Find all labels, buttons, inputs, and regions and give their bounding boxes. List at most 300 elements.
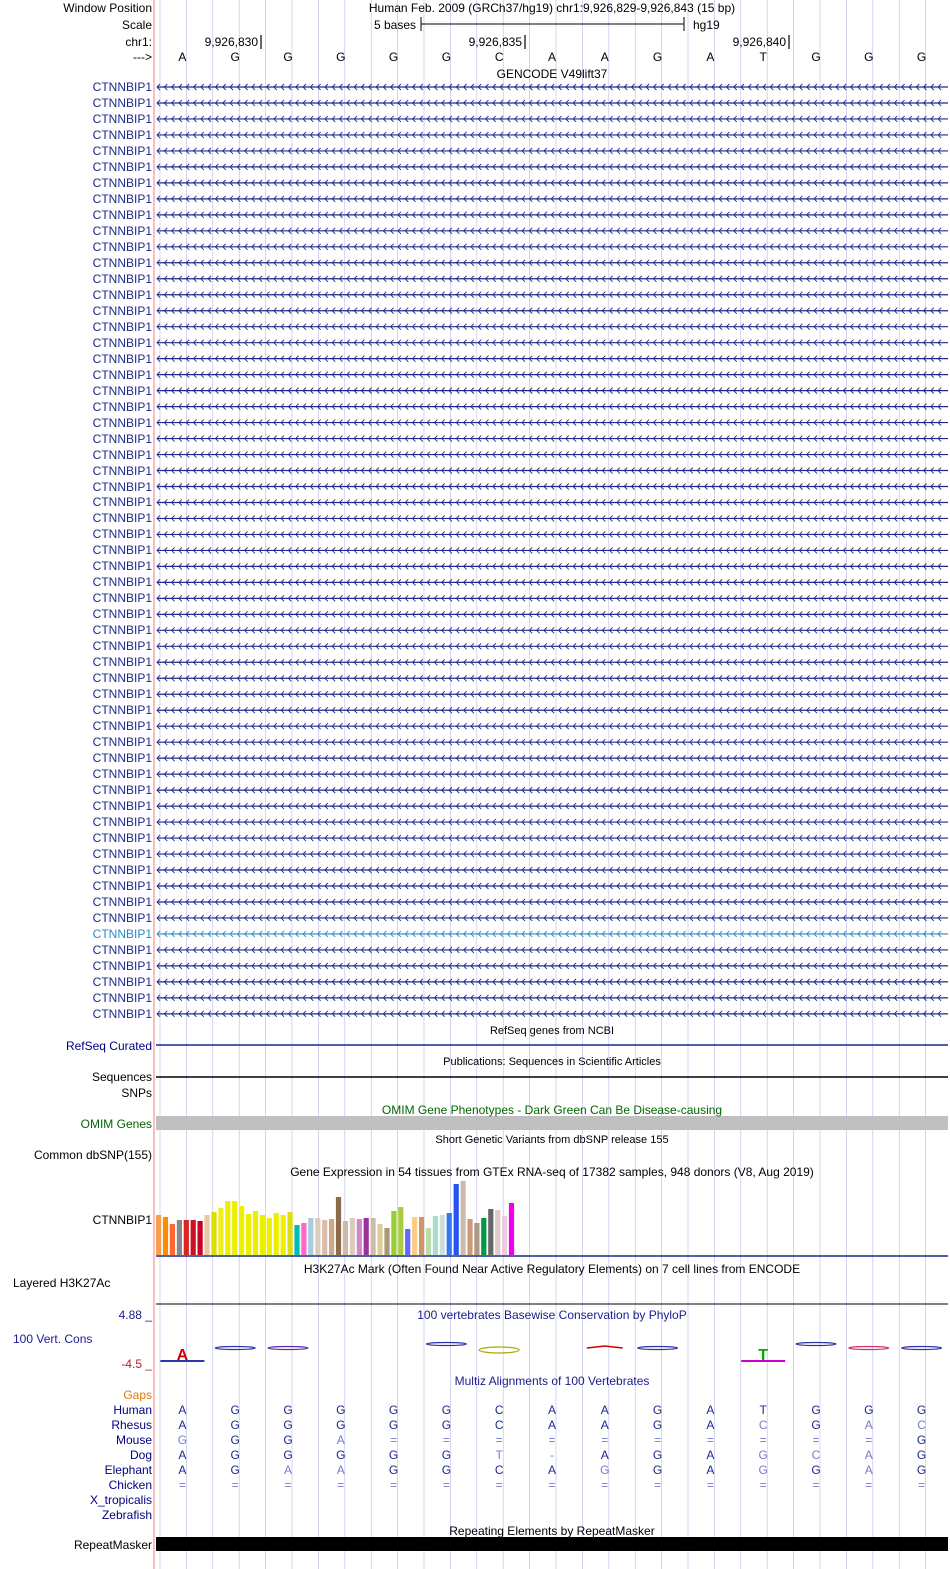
sequence-base: T bbox=[759, 50, 767, 64]
gencode-gene-label[interactable]: CTNNBIP1 bbox=[92, 495, 152, 510]
phylop-conservation-glyphs[interactable] bbox=[160, 1343, 941, 1365]
gtex-tissue-bar[interactable] bbox=[170, 1224, 175, 1255]
gencode-gene-label[interactable]: CTNNBIP1 bbox=[92, 735, 152, 750]
transcript-line[interactable] bbox=[157, 883, 948, 889]
gtex-tissue-bar[interactable] bbox=[405, 1229, 410, 1255]
multiz-base: A bbox=[706, 1463, 715, 1477]
gtex-tissue-bar[interactable] bbox=[364, 1218, 369, 1255]
gencode-gene-label[interactable]: CTNNBIP1 bbox=[92, 335, 152, 350]
multiz-base: = bbox=[865, 1433, 873, 1447]
gtex-tissue-bar[interactable] bbox=[191, 1220, 196, 1255]
transcript-line[interactable] bbox=[157, 579, 948, 585]
transcript-line[interactable] bbox=[157, 515, 948, 521]
transcript-line[interactable] bbox=[157, 867, 948, 873]
transcript-line[interactable] bbox=[157, 787, 948, 793]
sequence-base: G bbox=[441, 50, 452, 64]
phylop-bar bbox=[268, 1347, 308, 1350]
gencode-gene-label[interactable]: CTNNBIP1 bbox=[92, 351, 152, 366]
gtex-tissue-bar[interactable] bbox=[239, 1206, 244, 1255]
base-gridlines bbox=[160, 0, 926, 1569]
multiz-base: G bbox=[441, 1463, 452, 1477]
gencode-gene-label[interactable]: CTNNBIP1 bbox=[92, 942, 152, 957]
transcript-line[interactable] bbox=[157, 308, 948, 314]
gencode-gene-label[interactable]: CTNNBIP1 bbox=[92, 447, 152, 462]
gencode-gene-label[interactable]: CTNNBIP1 bbox=[92, 831, 152, 846]
transcript-line[interactable] bbox=[157, 531, 948, 537]
coordinate-tick-label: 9,926,840 bbox=[732, 35, 786, 49]
multiz-gaps-label[interactable]: Gaps bbox=[123, 1388, 152, 1402]
multiz-base: G bbox=[388, 1403, 399, 1417]
gtex-tissue-bar[interactable] bbox=[288, 1212, 293, 1255]
window-position-value: Human Feb. 2009 (GRCh37/hg19) chr1:9,926,829-9,926,843 (15 bp) bbox=[368, 1, 736, 15]
transcript-line[interactable] bbox=[157, 100, 948, 106]
gtex-tissue-bar[interactable] bbox=[412, 1217, 417, 1255]
gencode-gene-label[interactable]: CTNNBIP1 bbox=[92, 207, 152, 222]
multiz-base: - bbox=[550, 1448, 554, 1462]
multiz-base: G bbox=[652, 1403, 663, 1417]
transcript-line[interactable] bbox=[157, 739, 948, 745]
transcript-line[interactable] bbox=[157, 420, 948, 426]
gtex-tissue-bar[interactable] bbox=[253, 1211, 258, 1255]
gtex-tissue-bar[interactable] bbox=[246, 1214, 251, 1255]
sequence-base: G bbox=[230, 50, 240, 64]
gtex-tissue-bar[interactable] bbox=[322, 1220, 327, 1255]
multiz-base: A bbox=[706, 1418, 715, 1432]
multiz-base: G bbox=[758, 1448, 768, 1462]
transcript-line[interactable] bbox=[157, 340, 948, 346]
gtex-tissue-bar[interactable] bbox=[301, 1223, 306, 1255]
gencode-gene-label[interactable]: CTNNBIP1 bbox=[92, 127, 152, 142]
gtex-tissue-bar[interactable] bbox=[198, 1221, 203, 1255]
multiz-base: A bbox=[336, 1463, 345, 1477]
multiz-base: T bbox=[759, 1403, 767, 1417]
multiz-base: G bbox=[441, 1403, 452, 1417]
multiz-base: G bbox=[388, 1448, 399, 1462]
gencode-gene-label[interactable]: CTNNBIP1 bbox=[92, 143, 152, 158]
window-position-label: Window Position bbox=[63, 1, 152, 15]
multiz-base: = bbox=[601, 1433, 609, 1447]
transcript-line[interactable] bbox=[157, 84, 948, 90]
gencode-gene-label[interactable]: CTNNBIP1 bbox=[92, 958, 152, 973]
multiz-base: = bbox=[706, 1433, 714, 1447]
multiz-base: = bbox=[231, 1478, 239, 1492]
sequence-base: G bbox=[283, 50, 293, 64]
transcript-line[interactable] bbox=[157, 563, 948, 569]
gencode-gene-label[interactable]: CTNNBIP1 bbox=[92, 863, 152, 878]
multiz-base: G bbox=[388, 1463, 399, 1477]
multiz-base: G bbox=[916, 1448, 927, 1462]
gencode-gene-label[interactable]: CTNNBIP1 bbox=[92, 383, 152, 398]
transcript-line[interactable] bbox=[157, 659, 948, 665]
transcript-line[interactable] bbox=[157, 675, 948, 681]
gencode-gene-label[interactable]: CTNNBIP1 bbox=[92, 671, 152, 686]
gencode-gene-label[interactable]: CTNNBIP1 bbox=[92, 543, 152, 558]
transcript-line[interactable] bbox=[157, 755, 948, 761]
sequence-base: G bbox=[864, 50, 874, 64]
multiz-base: = bbox=[654, 1433, 662, 1447]
gtex-tissue-bar[interactable] bbox=[398, 1207, 403, 1255]
multiz-base: G bbox=[652, 1463, 663, 1477]
gtex-tissue-bar[interactable] bbox=[447, 1213, 452, 1255]
transcript-line[interactable] bbox=[157, 404, 948, 410]
strand-arrow-label: ---> bbox=[133, 50, 152, 64]
multiz-base: A bbox=[178, 1418, 187, 1432]
gtex-tissue-bar[interactable] bbox=[177, 1220, 182, 1255]
transcript-line[interactable] bbox=[157, 627, 948, 633]
sequence-base: A bbox=[547, 50, 556, 64]
h3k27ac-track-label[interactable]: Layered H3K27Ac bbox=[13, 1276, 111, 1290]
transcript-line[interactable] bbox=[157, 595, 948, 601]
transcript-line[interactable] bbox=[157, 164, 948, 170]
phylop-bar bbox=[215, 1347, 255, 1350]
multiz-base: = bbox=[601, 1478, 609, 1492]
multiz-base: = bbox=[548, 1433, 556, 1447]
gencode-gene-label[interactable]: CTNNBIP1 bbox=[92, 767, 152, 782]
transcript-line[interactable] bbox=[157, 196, 948, 202]
phylop-bar bbox=[638, 1347, 678, 1350]
transcript-line[interactable] bbox=[157, 1011, 948, 1017]
multiz-species-label[interactable]: Chicken bbox=[108, 1478, 152, 1492]
gtex-tissue-bar[interactable] bbox=[260, 1215, 265, 1255]
gencode-gene-label[interactable]: CTNNBIP1 bbox=[92, 303, 152, 318]
gencode-gene-label[interactable]: CTNNBIP1 bbox=[92, 751, 152, 766]
gencode-gene-label[interactable]: CTNNBIP1 bbox=[92, 799, 152, 814]
gtex-tissue-bar[interactable] bbox=[488, 1209, 493, 1255]
gtex-tissue-bar[interactable] bbox=[502, 1216, 507, 1255]
gtex-tissue-bar[interactable] bbox=[495, 1210, 500, 1255]
multiz-base: G bbox=[230, 1448, 240, 1462]
transcript-line[interactable] bbox=[157, 260, 948, 266]
multiz-base: A bbox=[336, 1433, 345, 1447]
multiz-base: = bbox=[337, 1478, 345, 1492]
multiz-base: C bbox=[494, 1463, 504, 1477]
gencode-gene-label[interactable]: CTNNBIP1 bbox=[92, 255, 152, 270]
gencode-gene-label[interactable]: CTNNBIP1 bbox=[92, 926, 152, 941]
gtex-tissue-bar[interactable] bbox=[371, 1218, 376, 1255]
repeatmasker-bar[interactable] bbox=[156, 1537, 948, 1551]
repeatmasker-track-label[interactable]: RepeatMasker bbox=[73, 1538, 152, 1552]
multiz-base: A bbox=[706, 1403, 715, 1417]
multiz-species-label[interactable]: X_tropicalis bbox=[89, 1493, 152, 1507]
transcript-line[interactable] bbox=[157, 452, 948, 458]
gencode-gene-label[interactable]: CTNNBIP1 bbox=[92, 591, 152, 606]
gtex-tissue-bar[interactable] bbox=[454, 1184, 459, 1255]
transcript-line[interactable] bbox=[157, 212, 948, 218]
gtex-tissue-bar[interactable] bbox=[163, 1217, 168, 1255]
gtex-tissue-bar[interactable] bbox=[419, 1217, 424, 1255]
coordinate-tick-label: 9,926,830 bbox=[204, 35, 258, 49]
gtex-tissue-bar[interactable] bbox=[481, 1218, 486, 1255]
gencode-gene-label[interactable]: CTNNBIP1 bbox=[92, 703, 152, 718]
gtex-tissue-bar[interactable] bbox=[461, 1181, 466, 1255]
transcript-line[interactable] bbox=[157, 643, 948, 649]
transcript-line[interactable] bbox=[157, 148, 948, 154]
multiz-base: G bbox=[230, 1418, 240, 1432]
gencode-gene-label[interactable]: CTNNBIP1 bbox=[92, 191, 152, 206]
gtex-tissue-bar[interactable] bbox=[315, 1218, 320, 1255]
multiz-base: A bbox=[864, 1448, 873, 1462]
h3k27ac-track-title: H3K27Ac Mark (Often Found Near Active Regulatory Elements) on 7 cell lines from ENCODE bbox=[303, 1262, 801, 1276]
gtex-tissue-bar[interactable] bbox=[509, 1203, 514, 1255]
gtex-tissue-bar[interactable] bbox=[204, 1215, 209, 1255]
multiz-base: T bbox=[495, 1448, 503, 1462]
gencode-gene-label[interactable]: CTNNBIP1 bbox=[92, 159, 152, 174]
multiz-base: = bbox=[442, 1433, 450, 1447]
gencode-gene-label[interactable]: CTNNBIP1 bbox=[92, 223, 152, 238]
multiz-base: = bbox=[759, 1433, 767, 1447]
multiz-base: A bbox=[547, 1463, 556, 1477]
multiz-base: = bbox=[548, 1478, 556, 1492]
snps-track-label[interactable]: SNPs bbox=[121, 1086, 152, 1100]
gtex-tissue-bar[interactable] bbox=[384, 1228, 389, 1255]
gencode-gene-label[interactable]: CTNNBIP1 bbox=[92, 415, 152, 430]
gtex-tissue-bar[interactable] bbox=[329, 1219, 334, 1255]
multiz-base: A bbox=[178, 1403, 187, 1417]
gtex-tissue-bar[interactable] bbox=[281, 1215, 286, 1255]
gencode-gene-label[interactable]: CTNNBIP1 bbox=[92, 479, 152, 494]
multiz-base: = bbox=[759, 1478, 767, 1492]
gencode-gene-label[interactable]: CTNNBIP1 bbox=[92, 894, 152, 909]
gencode-gene-label[interactable]: CTNNBIP1 bbox=[92, 80, 152, 94]
transcript-line[interactable] bbox=[157, 963, 948, 969]
transcript-line[interactable] bbox=[157, 116, 948, 122]
gtex-tissue-bar[interactable] bbox=[433, 1216, 438, 1255]
transcript-line[interactable] bbox=[157, 244, 948, 250]
gtex-tissue-bar[interactable] bbox=[308, 1218, 313, 1255]
gtex-tissue-bar[interactable] bbox=[343, 1221, 348, 1255]
sequence-base: G bbox=[811, 50, 821, 64]
gencode-gene-label[interactable]: CTNNBIP1 bbox=[92, 399, 152, 414]
sequence-base: A bbox=[706, 50, 715, 64]
multiz-base: G bbox=[230, 1433, 240, 1447]
gencode-gene-label[interactable]: CTNNBIP1 bbox=[92, 271, 152, 286]
gencode-gene-label[interactable]: CTNNBIP1 bbox=[92, 511, 152, 526]
transcript-line[interactable] bbox=[157, 851, 948, 857]
gtex-tissue-bar[interactable] bbox=[232, 1201, 237, 1255]
transcript-line[interactable] bbox=[157, 276, 948, 282]
multiz-base: G bbox=[283, 1403, 293, 1417]
transcript-line[interactable] bbox=[157, 372, 948, 378]
multiz-base: C bbox=[811, 1448, 821, 1462]
gencode-gene-label[interactable]: CTNNBIP1 bbox=[92, 607, 152, 622]
transcript-line[interactable] bbox=[157, 899, 948, 905]
gtex-tissue-bar[interactable] bbox=[267, 1218, 272, 1255]
phylop-logo-glyph: T bbox=[758, 1347, 769, 1364]
multiz-base: = bbox=[706, 1478, 714, 1492]
gtex-tissue-bar[interactable] bbox=[474, 1223, 479, 1255]
multiz-base: A bbox=[178, 1448, 187, 1462]
transcript-line[interactable] bbox=[157, 356, 948, 362]
transcript-line[interactable] bbox=[157, 691, 948, 697]
gencode-gene-label[interactable]: CTNNBIP1 bbox=[92, 367, 152, 382]
gencode-gene-label[interactable]: CTNNBIP1 bbox=[92, 239, 152, 254]
chrom-label: chr1: bbox=[125, 35, 152, 49]
gencode-gene-label[interactable]: CTNNBIP1 bbox=[92, 990, 152, 1005]
multiz-base: C bbox=[494, 1403, 504, 1417]
gencode-gene-label[interactable]: CTNNBIP1 bbox=[92, 1006, 152, 1021]
multiz-species-label[interactable]: Rhesus bbox=[111, 1418, 152, 1432]
phylop-track-title: 100 vertebrates Basewise Conservation by PhyloP bbox=[417, 1308, 687, 1322]
gencode-gene-label[interactable]: CTNNBIP1 bbox=[92, 175, 152, 190]
sequence-base: G bbox=[916, 50, 927, 64]
phylop-logo-glyph: A bbox=[176, 1347, 189, 1364]
gtex-tissue-bar[interactable] bbox=[156, 1215, 161, 1255]
refseq-track-label[interactable]: RefSeq Curated bbox=[65, 1039, 152, 1053]
gencode-gene-label[interactable]: CTNNBIP1 bbox=[92, 719, 152, 734]
assembly-label: hg19 bbox=[693, 18, 720, 32]
transcript-line[interactable] bbox=[157, 547, 948, 553]
multiz-base: C bbox=[494, 1418, 504, 1432]
transcript-line[interactable] bbox=[157, 915, 948, 921]
gtex-tissue-bar[interactable] bbox=[294, 1225, 299, 1255]
gtex-tissue-bar[interactable] bbox=[274, 1213, 279, 1255]
multiz-species-label[interactable]: Human bbox=[113, 1403, 152, 1417]
transcript-line[interactable] bbox=[157, 771, 948, 777]
omim-track-label[interactable]: OMIM Genes bbox=[80, 1117, 152, 1131]
transcript-line[interactable] bbox=[157, 180, 948, 186]
phylop-track-label[interactable]: 100 Vert. Cons bbox=[13, 1332, 93, 1346]
phylop-bar bbox=[587, 1346, 623, 1348]
gencode-gene-label[interactable]: CTNNBIP1 bbox=[92, 687, 152, 702]
transcript-line[interactable] bbox=[157, 228, 948, 234]
repeatmasker-track-title: Repeating Elements by RepeatMasker bbox=[449, 1524, 655, 1538]
gtex-tissue-bar[interactable] bbox=[184, 1220, 189, 1255]
multiz-base: G bbox=[811, 1403, 821, 1417]
gtex-tissue-bar[interactable] bbox=[211, 1212, 216, 1255]
publications-track-label[interactable]: Sequences bbox=[91, 1070, 152, 1084]
multiz-base: A bbox=[864, 1418, 873, 1432]
multiz-base: = bbox=[812, 1433, 820, 1447]
dbsnp-track-title: Short Genetic Variants from dbSNP release 155 bbox=[435, 1134, 669, 1146]
gencode-gene-label[interactable]: CTNNBIP1 bbox=[92, 639, 152, 654]
multiz-species-label[interactable]: Zebrafish bbox=[101, 1508, 152, 1522]
scale-label: Scale bbox=[121, 18, 152, 32]
gencode-gene-label[interactable]: CTNNBIP1 bbox=[92, 575, 152, 590]
phylop-bar bbox=[426, 1343, 466, 1346]
multiz-base: A bbox=[547, 1403, 556, 1417]
dbsnp-track-label[interactable]: Common dbSNP(155) bbox=[33, 1148, 152, 1162]
multiz-base: G bbox=[441, 1448, 452, 1462]
transcript-line[interactable] bbox=[157, 468, 948, 474]
coordinate-ticks bbox=[261, 35, 789, 49]
gtex-track-label[interactable]: CTNNBIP1 bbox=[92, 1213, 152, 1227]
multiz-base: G bbox=[283, 1433, 293, 1447]
multiz-base: C bbox=[758, 1418, 768, 1432]
gencode-gene-label[interactable]: CTNNBIP1 bbox=[92, 431, 152, 446]
transcript-line[interactable] bbox=[157, 947, 948, 953]
gencode-gene-label[interactable]: CTNNBIP1 bbox=[92, 910, 152, 925]
multiz-base: G bbox=[916, 1403, 927, 1417]
multiz-base: G bbox=[652, 1418, 663, 1432]
gencode-gene-label[interactable]: CTNNBIP1 bbox=[92, 623, 152, 638]
gtex-tissue-bar[interactable] bbox=[467, 1219, 472, 1255]
gtex-tissue-bar[interactable] bbox=[426, 1228, 431, 1255]
transcript-line[interactable] bbox=[157, 324, 948, 330]
sequence-base: A bbox=[600, 50, 609, 64]
gencode-transcripts[interactable] bbox=[157, 84, 948, 1017]
multiz-base: A bbox=[864, 1463, 873, 1477]
gtex-tissue-bar[interactable] bbox=[377, 1224, 382, 1255]
multiz-base: G bbox=[758, 1463, 768, 1477]
gencode-gene-label[interactable]: CTNNBIP1 bbox=[92, 527, 152, 542]
multiz-base: = bbox=[390, 1478, 398, 1492]
gencode-gene-label[interactable]: CTNNBIP1 bbox=[92, 879, 152, 893]
multiz-base: = bbox=[442, 1478, 450, 1492]
multiz-species-label[interactable]: Elephant bbox=[104, 1463, 152, 1477]
transcript-line[interactable] bbox=[157, 995, 948, 1001]
gencode-gene-label[interactable]: CTNNBIP1 bbox=[92, 287, 152, 302]
gencode-gene-label[interactable]: CTNNBIP1 bbox=[92, 111, 152, 126]
transcript-line[interactable] bbox=[157, 436, 948, 442]
gtex-tissue-bar[interactable] bbox=[440, 1215, 445, 1255]
transcript-line[interactable] bbox=[157, 484, 948, 490]
gencode-gene-label[interactable]: CTNNBIP1 bbox=[92, 655, 152, 670]
gencode-gene-label[interactable]: CTNNBIP1 bbox=[92, 974, 152, 989]
gtex-tissue-bar[interactable] bbox=[225, 1201, 230, 1255]
transcript-line[interactable] bbox=[157, 611, 948, 617]
transcript-line[interactable] bbox=[157, 835, 948, 841]
gtex-tissue-bar[interactable] bbox=[218, 1208, 223, 1255]
gencode-gene-label[interactable]: CTNNBIP1 bbox=[92, 559, 152, 574]
gtex-tissue-bar[interactable] bbox=[391, 1211, 396, 1255]
multiz-base: = bbox=[495, 1478, 503, 1492]
transcript-line[interactable] bbox=[157, 979, 948, 985]
multiz-base: A bbox=[600, 1403, 609, 1417]
gencode-gene-label[interactable]: CTNNBIP1 bbox=[92, 463, 152, 478]
sequence-base: C bbox=[494, 50, 504, 64]
transcript-line[interactable] bbox=[157, 931, 948, 937]
multiz-base: G bbox=[916, 1433, 927, 1447]
publications-track-title: Publications: Sequences in Scientific Articles bbox=[443, 1056, 661, 1068]
multiz-base: = bbox=[390, 1433, 398, 1447]
multiz-species-label[interactable]: Dog bbox=[129, 1448, 152, 1462]
transcript-line[interactable] bbox=[157, 499, 948, 505]
gtex-tissue-bar[interactable] bbox=[357, 1219, 362, 1255]
transcript-line[interactable] bbox=[157, 819, 948, 825]
transcript-line[interactable] bbox=[157, 132, 948, 138]
transcript-line[interactable] bbox=[157, 723, 948, 729]
gencode-gene-label[interactable]: CTNNBIP1 bbox=[92, 847, 152, 862]
phylop-bar bbox=[479, 1347, 519, 1353]
multiz-base: = bbox=[865, 1478, 873, 1492]
transcript-line[interactable] bbox=[157, 388, 948, 394]
gtex-expression-bars[interactable] bbox=[156, 1181, 514, 1255]
transcript-line[interactable] bbox=[157, 707, 948, 713]
multiz-base: = bbox=[812, 1478, 820, 1492]
multiz-base: = bbox=[284, 1478, 292, 1492]
transcript-line[interactable] bbox=[157, 292, 948, 298]
gencode-gene-label[interactable]: CTNNBIP1 bbox=[92, 815, 152, 830]
multiz-species-label[interactable]: Mouse bbox=[115, 1433, 152, 1447]
multiz-base: G bbox=[811, 1463, 821, 1477]
omim-phenotype-bar[interactable] bbox=[156, 1116, 948, 1130]
multiz-base: C bbox=[917, 1418, 926, 1432]
gtex-tissue-bar[interactable] bbox=[336, 1197, 341, 1255]
gtex-tissue-bar[interactable] bbox=[350, 1218, 355, 1255]
gencode-gene-label[interactable]: CTNNBIP1 bbox=[92, 783, 152, 798]
multiz-base: G bbox=[230, 1463, 240, 1477]
gencode-gene-label[interactable]: CTNNBIP1 bbox=[92, 95, 152, 110]
gencode-gene-label[interactable]: CTNNBIP1 bbox=[92, 319, 152, 334]
transcript-line[interactable] bbox=[157, 803, 948, 809]
multiz-base: G bbox=[336, 1403, 346, 1417]
multiz-base: G bbox=[283, 1418, 293, 1432]
phylop-max-value: 4.88 _ bbox=[118, 1308, 152, 1322]
sequence-base: G bbox=[652, 50, 663, 64]
multiz-base: = bbox=[178, 1478, 186, 1492]
multiz-base: = bbox=[495, 1433, 503, 1447]
refseq-track-title: RefSeq genes from NCBI bbox=[489, 1025, 615, 1037]
